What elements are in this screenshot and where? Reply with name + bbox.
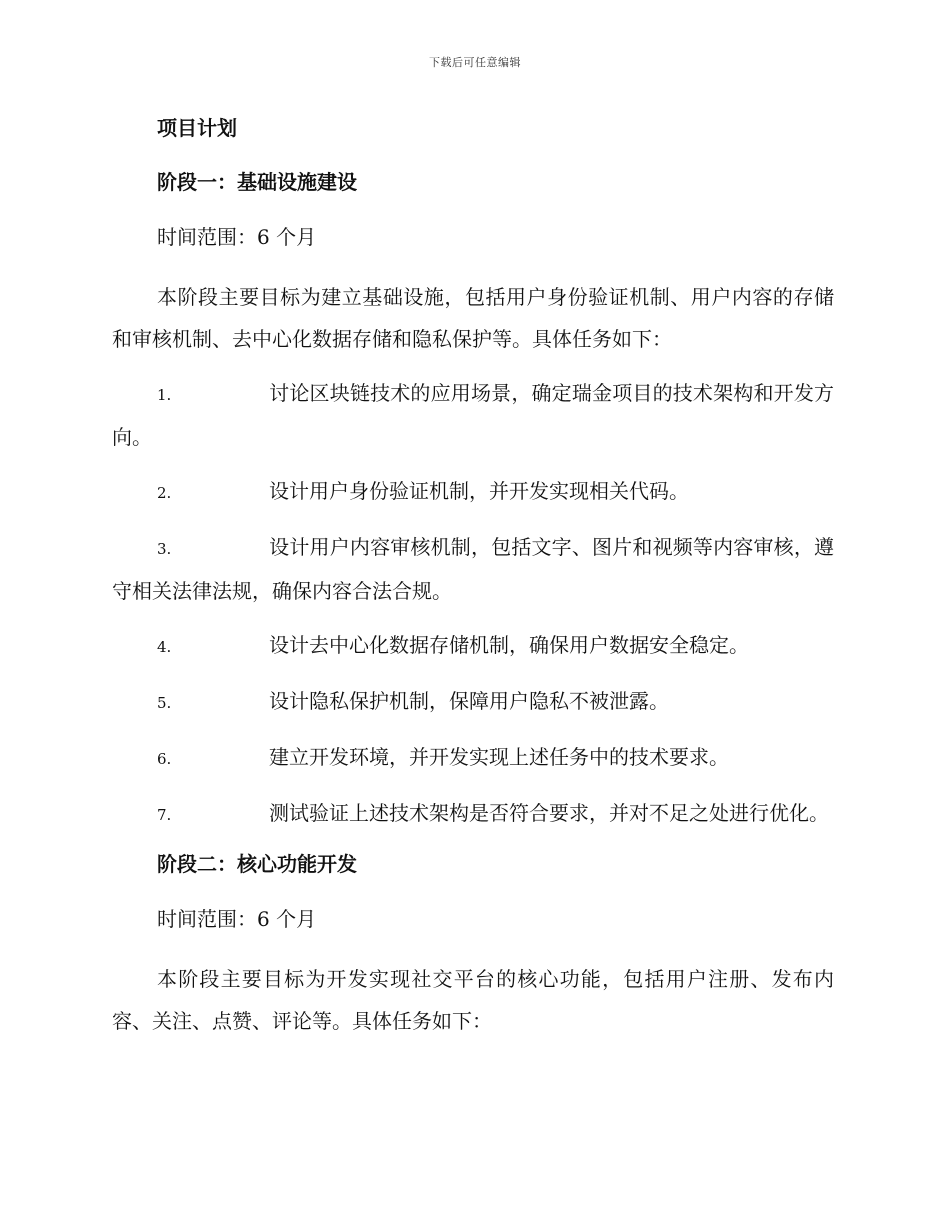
list-item-text: 测试验证上述技术架构是否符合要求，并对不足之处进行优化。 (269, 801, 829, 825)
page-header-note: 下载后可任意编辑 (429, 56, 521, 69)
phase2-timeframe: 时间范围：6 个月 (157, 907, 317, 931)
list-number: 6. (157, 750, 172, 768)
phase1-timeframe: 时间范围：6 个月 (157, 225, 317, 249)
phase1-item-6 (112, 736, 834, 780)
list-number: 3. (157, 540, 172, 558)
list-number: 4. (157, 638, 172, 656)
list-item-text: 建立开发环境，并开发实现上述任务中的技术要求。 (269, 745, 729, 769)
phase1-item-5 (112, 680, 834, 724)
list-item-text: 设计用户内容审核机制，包括文字、图片和视频等内容审核，遵守相关法律法规，确保内容合法合规。 (112, 535, 834, 603)
phase1-intro: 本阶段主要目标为建立基础设施，包括用户身份验证机制、用户内容的存储和审核机制、去中心化数据存储和隐私保护等。具体任务如下： (112, 285, 834, 351)
list-number: 1. (157, 386, 172, 404)
phase1-item-4 (112, 624, 834, 668)
list-number: 7. (157, 806, 172, 824)
document-body (112, 112, 834, 1054)
list-item-text: 设计用户身份验证机制，并开发实现相关代码。 (269, 479, 689, 503)
list-item-text: 设计去中心化数据存储机制，确保用户数据安全稳定。 (269, 633, 749, 657)
list-item-text: 讨论区块链技术的应用场景，确定瑞金项目的技术架构和开发方向。 (112, 381, 834, 449)
phase2-intro: 本阶段主要目标为开发实现社交平台的核心功能，包括用户注册、发布内容、关注、点赞、评论等。具体任务如下： (112, 967, 834, 1033)
phase1-heading: 阶段一：基础设施建设 (157, 170, 357, 194)
list-number: 2. (157, 484, 172, 502)
document-title: 项目计划 (157, 116, 237, 140)
phase1-item-7 (112, 792, 834, 836)
phase2-heading: 阶段二：核心功能开发 (157, 852, 357, 876)
list-number: 5. (157, 694, 172, 712)
list-item-text: 设计隐私保护机制，保障用户隐私不被泄露。 (269, 689, 669, 713)
phase1-item-3 (112, 526, 834, 612)
phase1-item-1 (112, 372, 834, 458)
phase1-item-2 (112, 470, 834, 514)
